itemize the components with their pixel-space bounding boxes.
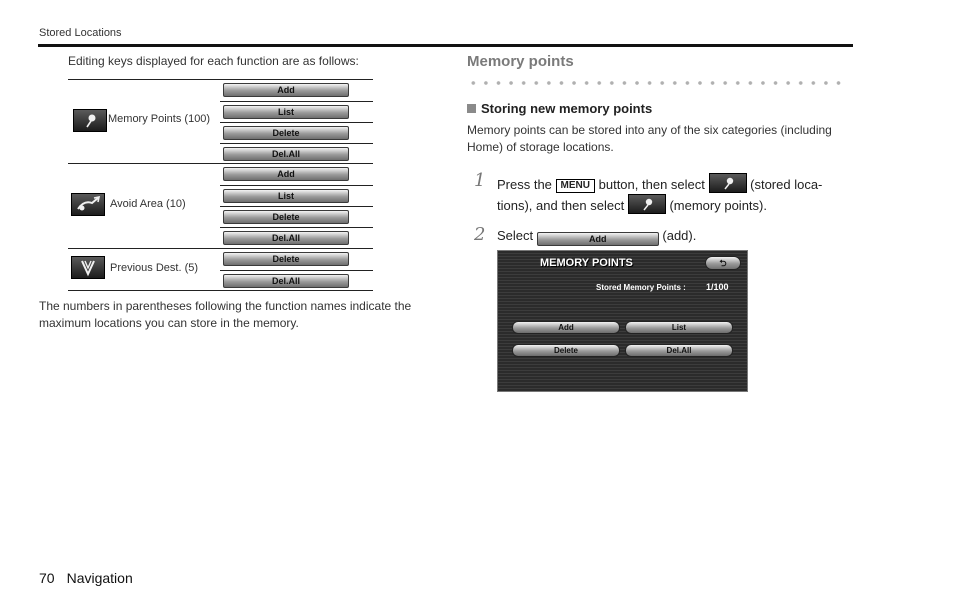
header-section-label: Stored Locations — [39, 27, 122, 39]
key-cell — [220, 101, 373, 123]
table-bottom-rule — [68, 290, 373, 291]
section-title: Memory points — [467, 53, 574, 70]
key-cell — [220, 249, 373, 270]
intro-text: Editing keys displayed for each function are as follows: — [68, 54, 359, 68]
function-label: Memory Points (100) — [108, 113, 211, 125]
step-text: (memory points). — [669, 198, 767, 213]
key-cell — [220, 185, 373, 207]
step-1-text — [497, 173, 852, 215]
delete-button[interactable]: Delete — [512, 344, 620, 357]
capacity-note: The numbers in parentheses following the function names indicate the maximum locations you can store in the memory. — [39, 299, 412, 330]
key-cell — [220, 164, 373, 185]
dotted-divider — [467, 80, 847, 86]
memory-points-icon — [628, 194, 666, 214]
key-cell — [220, 122, 373, 144]
menu-key: MENU — [556, 179, 595, 193]
add-button[interactable]: Add — [512, 321, 620, 334]
list-key: List — [223, 189, 349, 203]
avoid-area-icon — [71, 193, 105, 216]
delete-all-button[interactable]: Del.All — [625, 344, 733, 357]
stored-count-value: 1/100 — [706, 282, 729, 292]
table-row-memory-points — [68, 79, 373, 164]
key-cell — [220, 206, 373, 228]
page-number: 70 — [39, 570, 55, 586]
subsection-title — [467, 101, 652, 116]
del-all-key: Del.All — [223, 274, 349, 288]
step-text: (add). — [662, 228, 697, 243]
delete-key: Delete — [223, 126, 349, 140]
header-rule — [38, 44, 853, 47]
key-cell — [220, 80, 373, 101]
step-text: button, then select — [598, 177, 705, 192]
add-key: Add — [223, 167, 349, 181]
memory-point-icon — [73, 109, 107, 132]
subsection-title-text: Storing new memory points — [481, 101, 653, 116]
step-text: (stored loca-tions), and then select — [497, 177, 823, 213]
function-label: Previous Dest. (5) — [110, 262, 199, 274]
step-text: Select — [497, 228, 534, 243]
editing-keys-table — [68, 79, 373, 291]
add-key: Add — [223, 83, 349, 97]
del-all-key: Del.All — [223, 231, 349, 245]
back-arrow-icon: ⮌ — [719, 258, 727, 268]
step-2-text — [497, 228, 696, 246]
back-button[interactable] — [705, 256, 741, 270]
footer-section: Navigation — [66, 570, 133, 586]
stored-locations-icon — [709, 173, 747, 193]
screen-title: MEMORY POINTS — [540, 257, 633, 269]
description-text: Memory points can be stored into any of the six categories (including Home) of storage locations. — [467, 123, 832, 154]
key-cell — [220, 227, 373, 250]
square-bullet-icon — [467, 104, 476, 113]
function-label: Avoid Area (10) — [110, 198, 186, 210]
add-key: Add — [537, 232, 659, 246]
list-key: List — [223, 105, 349, 119]
step-text: Press the — [497, 177, 552, 192]
step-number: 2 — [474, 224, 486, 245]
key-cell — [220, 143, 373, 165]
previous-dest-icon — [71, 256, 105, 279]
memory-points-screen — [497, 250, 748, 392]
list-button[interactable]: List — [625, 321, 733, 334]
table-row-avoid-area — [68, 163, 373, 249]
del-all-key: Del.All — [223, 147, 349, 161]
delete-key: Delete — [223, 210, 349, 224]
stored-count-label: Stored Memory Points : — [596, 283, 686, 292]
delete-key: Delete — [223, 252, 349, 266]
table-row-previous-dest — [68, 248, 373, 291]
key-cell — [220, 270, 373, 292]
step-number: 1 — [474, 170, 486, 191]
page-footer — [39, 570, 133, 586]
